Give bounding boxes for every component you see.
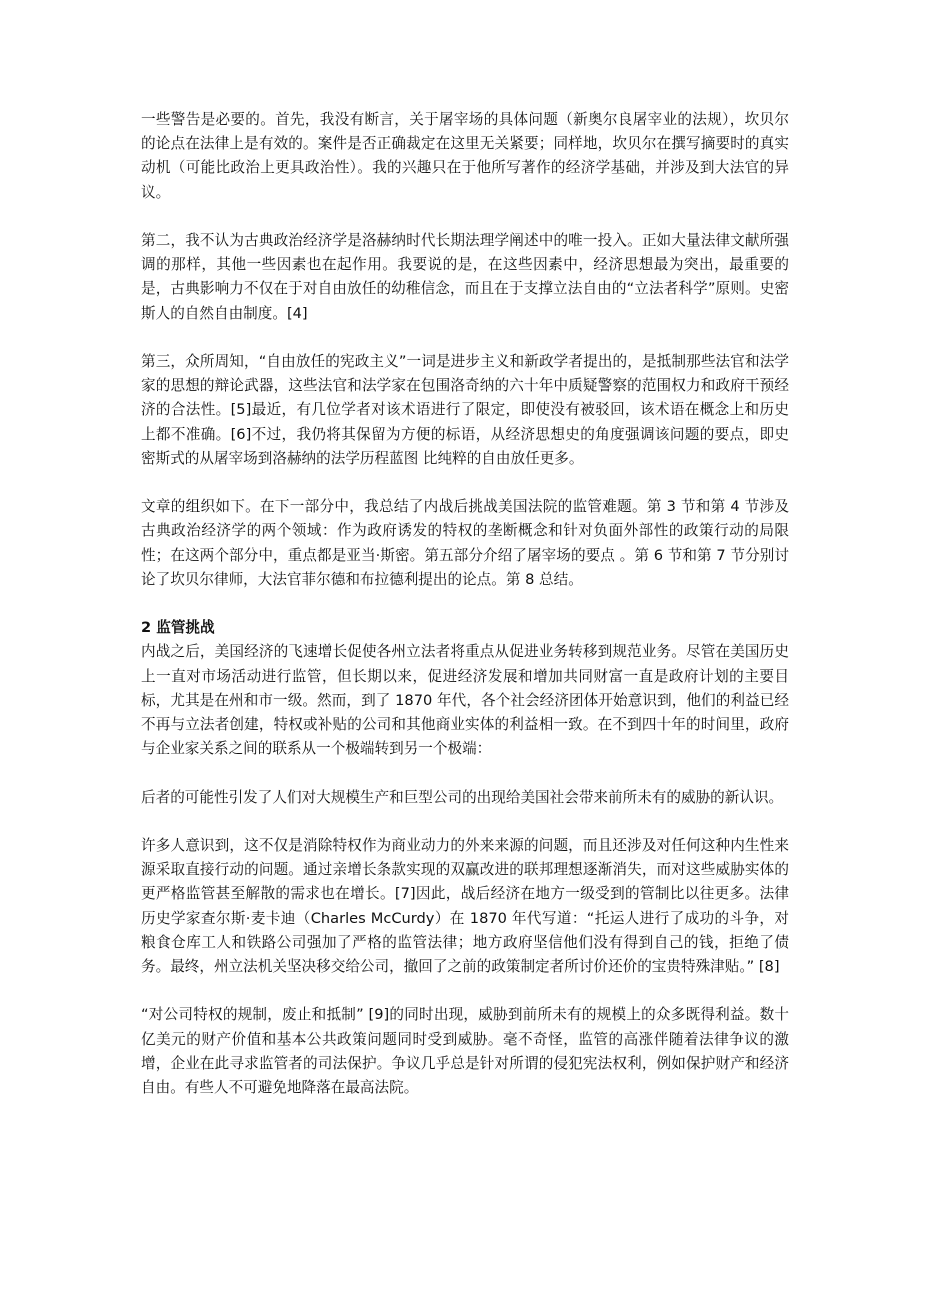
document-page xyxy=(141,108,789,1124)
paragraph-organization: 文章的组织如下。在下一部分中，我总结了内战后挑战美国法院的监管难题。第 3 节和第 4 节涉及古典政治经济学的两个领域：作为政府诱发的特权的垄断概念和针对负面外部性的政策行动的局限性；在这两个部分中，重点都是亚当·斯密。第五部分介绍了屠宰场的要点 。第 6 节和第 7 节分别讨论了坎贝尔律师，大法官菲尔德和布拉德利提出的论点。第 8 总结。 xyxy=(141,498,789,588)
paragraph-civil-war: 内战之后，美国经济的飞速增长促使各州立法者将重点从促进业务转移到规范业务。尽管在美国历史上一直对市场活动进行监管，但长期以来，促进经济发展和增加共同财富一直是政府计划的主要目标，尤其是在州和市一级。然而，到了 1870 年代，各个社会经济团体开始意识到，他们的利益已经不再与立法者创建，特权或补贴的公司和其他商业实体的利益相一致。在不到四十年的时间里，政府与企业家关系之间的联系从一个极端转到另一个极端： xyxy=(141,643,789,758)
section-heading: 2 监管挑战 xyxy=(141,619,215,637)
paragraph-third: 第三，众所周知，“自由放任的宪政主义”一词是进步主义和新政学者提出的，是抵制那些法官和法学家的思想的辩论武器，这些法官和法学家在包围洛奇纳的六十年中质疑警察的范围权力和政府干预经济的合法性。[5]最近，有几位学者对该术语进行了限定，即使没有被驳回，该术语在概念上和历史上都不准确。[6]不过，我仍将其保留为方便的标语，从经济思想史的角度强调该问题的要点，即史密斯式的从屠宰场到洛赫纳的法学历程蓝图 比纯粹的自由放任更多。 xyxy=(141,353,789,467)
paragraph-second: 第二，我不认为古典政治经济学是洛赫纳时代长期法理学阐述中的唯一投入。正如大量法律文献所强调的那样，其他一些因素也在起作用。我要说的是，在这些因素中，经济思想最为突出，最重要的是，古典影响力不仅在于对自由放任的幼稚信念，而且在于支撑立法自由的“立法者科学”原则。史密斯人的自然自由制度。[4] xyxy=(141,232,789,322)
paragraph-latter: 后者的可能性引发了人们对大规模生产和巨型公司的出现给美国社会带来前所未有的威胁的新认识。 xyxy=(141,788,784,806)
paragraph-warnings: 一些警告是必要的。首先，我没有断言，关于屠宰场的具体问题（新奥尔良屠宰业的法规），坎贝尔的论点在法律上是有效的。案件是否正确裁定在这里无关紧要；同样地，坎贝尔在撰写摘要时的真实动机（可能比政治上更具政治性）。我的兴趣只在于他所写著作的经济学基础，并涉及到大法官的异议。 xyxy=(141,111,789,201)
paragraph-many-realized: 许多人意识到，这不仅是消除特权作为商业动力的外来来源的问题，而且还涉及对任何这种内生性来源采取直接行动的问题。通过亲增长条款实现的双赢改进的联邦理想逐渐消失，而对这些威胁实体的更严格监管甚至解散的需求也在增长。[7]因此，战后经济在地方一级受到的管制比以往更多。法律历史学家查尔斯·麦卡迪（Charles McCurdy）在 1870 年代写道：“托运人进行了成功的斗争，对粮食仓库工人和铁路公司强加了严格的监管法律；地方政府坚信他们没有得到自己的钱，拒绝了债务。最终，州立法机关坚决移交给公司，撤回了之前的政策制定者所讨价还价的宝贵特殊津贴。” [8] xyxy=(141,837,789,976)
paragraph-regulation: “对公司特权的规制，废止和抵制” [9]的同时出现，威胁到前所未有的规模上的众多既得利益。数十亿美元的财产价值和基本公共政策问题同时受到威胁。毫不奇怪，监管的高涨伴随着法律争议的激增，企业在此寻求监管者的司法保护。争议几乎总是针对所谓的侵犯宪法权利，例如保护财产和经济自由。有些人不可避免地降落在最高法院。 xyxy=(141,1006,789,1097)
